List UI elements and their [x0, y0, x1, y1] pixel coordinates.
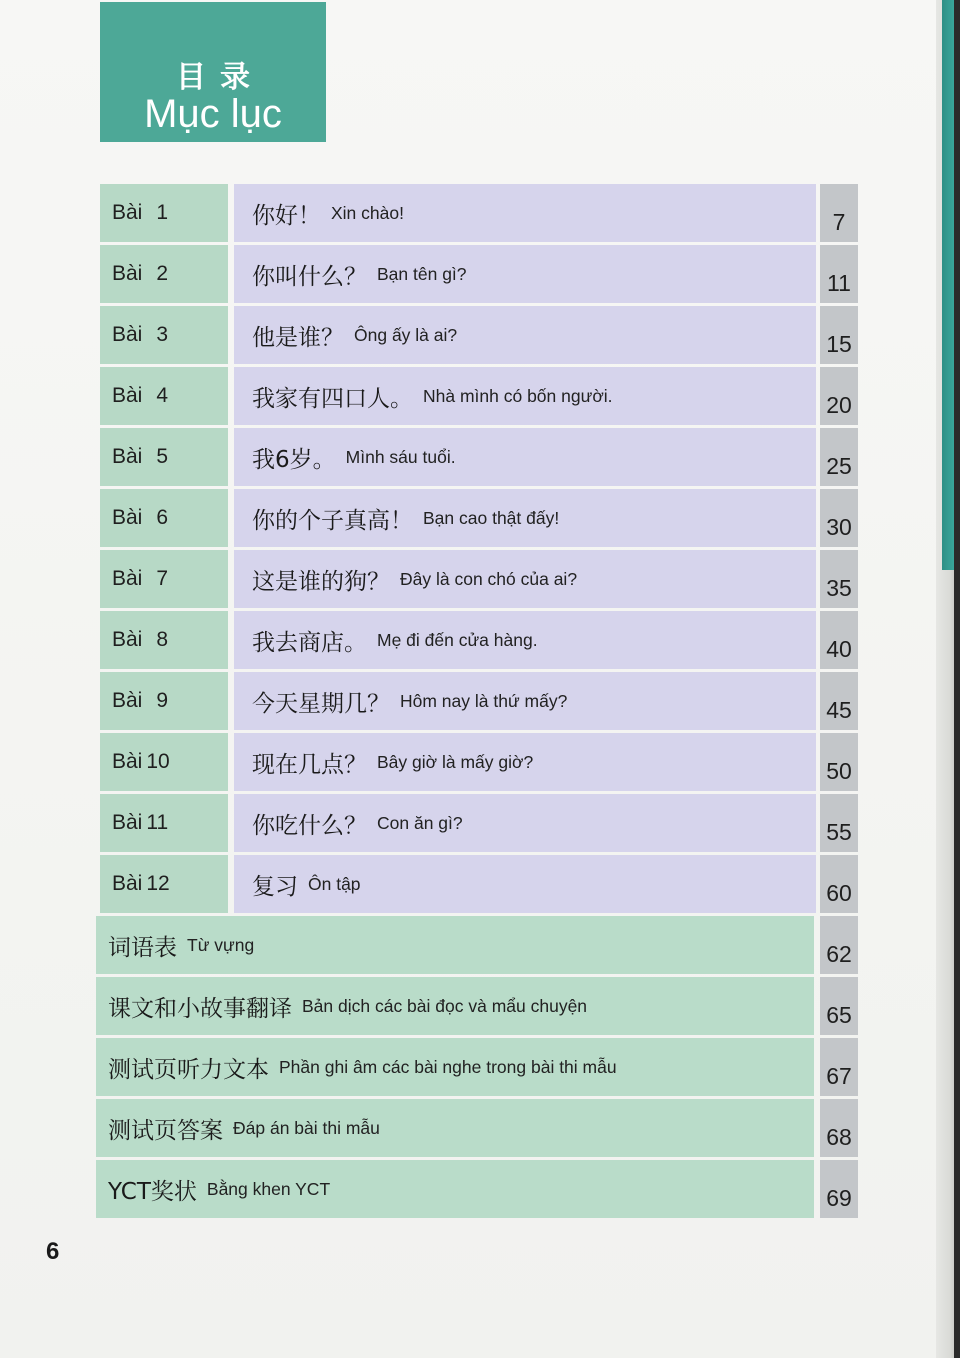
appendix-title: [96, 1099, 814, 1157]
toc-row-vocabulary[interactable]: [96, 916, 860, 974]
lesson-label: Bài 2: [100, 245, 228, 303]
appendix-page: 67: [820, 1038, 858, 1096]
lesson-page: 50: [820, 733, 858, 791]
lesson-title: [234, 428, 816, 486]
lesson-title-cn: 你叫什么？: [252, 263, 367, 290]
toc-row-lesson-7[interactable]: [96, 550, 860, 608]
lesson-number: 11: [146, 811, 169, 834]
lesson-title-cn: 他是谁？: [252, 324, 344, 351]
appendix-title-vn: Bản dịch các bài đọc và mẩu chuyện: [302, 995, 588, 1016]
lesson-title: [234, 367, 816, 425]
lesson-title-cn: 你吃什么？: [252, 812, 367, 839]
appendix-page: 65: [820, 977, 858, 1035]
lesson-title-vn: Xin chào!: [331, 202, 404, 223]
lesson-title-cn: 我6岁。: [252, 446, 336, 473]
lesson-number: 2: [156, 262, 169, 285]
lesson-page: 45: [820, 672, 858, 730]
lesson-title-vn: Ôn tập: [308, 873, 361, 894]
lesson-label: Bài 5: [100, 428, 228, 486]
toc-row-translations[interactable]: [96, 977, 860, 1035]
lesson-label: Bài 9: [100, 672, 228, 730]
appendix-title-vn: Phần ghi âm các bài nghe trong bài thi mẫu: [279, 1056, 617, 1077]
lesson-number: 8: [156, 628, 169, 651]
lesson-title-vn: Bây giờ là mấy giờ?: [377, 751, 534, 772]
appendix-title: [96, 916, 814, 974]
lesson-title-cn: 今天星期几？: [252, 690, 390, 717]
appendix-title-cn: 测试页答案: [108, 1117, 223, 1144]
toc-row-lesson-9[interactable]: [96, 672, 860, 730]
appendix-page: 69: [820, 1160, 858, 1218]
lesson-title: [234, 245, 816, 303]
appendix-page: 68: [820, 1099, 858, 1157]
lesson-label: Bài 7: [100, 550, 228, 608]
lesson-page: 60: [820, 855, 858, 913]
lesson-title: [234, 672, 816, 730]
appendix-title-vn: Từ vựng: [187, 934, 255, 955]
toc-row-lesson-3[interactable]: [96, 306, 860, 364]
toc-row-lesson-5[interactable]: [96, 428, 860, 486]
lesson-label: Bài 8: [100, 611, 228, 669]
appendix-title-vn: Đáp án bài thi mẫu: [233, 1117, 380, 1138]
lesson-page: 20: [820, 367, 858, 425]
lesson-title-vn: Con ăn gì?: [377, 812, 463, 833]
appendix-title-vn: Bằng khen YCT: [206, 1178, 331, 1199]
lesson-title-cn: 复习: [252, 873, 298, 900]
lesson-page: 11: [820, 245, 858, 303]
lesson-title-vn: Ông ấy là ai?: [354, 324, 458, 345]
lesson-title: [234, 489, 816, 547]
appendix-title-cn: 测试页听力文本: [108, 1056, 269, 1083]
lesson-title: [234, 611, 816, 669]
lesson-number: 7: [156, 567, 169, 590]
lesson-label: Bài 6: [100, 489, 228, 547]
lesson-number: 5: [156, 445, 169, 468]
lesson-title-cn: 我去商店。: [252, 629, 367, 656]
appendix-title: [96, 1160, 814, 1218]
lesson-page: 55: [820, 794, 858, 852]
lesson-number: 6: [156, 506, 169, 529]
toc-title-cn: 目录: [176, 60, 264, 95]
lesson-number: 1: [156, 201, 169, 224]
lesson-number: 3: [156, 323, 169, 346]
toc-row-lesson-8[interactable]: [96, 611, 860, 669]
lesson-title-cn: 现在几点？: [252, 751, 367, 778]
lesson-label: Bài 4: [100, 367, 228, 425]
lesson-number: 9: [156, 689, 169, 712]
appendix-title-cn: 课文和小故事翻译: [108, 995, 292, 1022]
lesson-page: 30: [820, 489, 858, 547]
toc-header: [100, 2, 326, 142]
toc-row-lesson-12[interactable]: [96, 855, 860, 913]
lesson-title-cn: 这是谁的狗？: [252, 568, 390, 595]
toc-row-lesson-10[interactable]: [96, 733, 860, 791]
toc-row-lesson-11[interactable]: [96, 794, 860, 852]
lesson-title-vn: Hôm nay là thứ mấy?: [400, 690, 568, 711]
toc-row-lesson-1[interactable]: [96, 184, 860, 242]
toc-row-lesson-6[interactable]: [96, 489, 860, 547]
lesson-number: 12: [146, 872, 170, 895]
page-number: 6: [46, 1238, 60, 1265]
lesson-title: [234, 733, 816, 791]
toc-row-answers[interactable]: [96, 1099, 860, 1157]
lesson-title-vn: Mình sáu tuổi.: [345, 446, 456, 467]
toc-row-lesson-2[interactable]: [96, 245, 860, 303]
lesson-title-vn: Mẹ đi đến cửa hàng.: [377, 629, 538, 650]
toc-row-lesson-4[interactable]: [96, 367, 860, 425]
lesson-title-vn: Bạn cao thật đấy!: [423, 507, 560, 528]
toc-row-listening-scripts[interactable]: [96, 1038, 860, 1096]
lesson-label: Bài 12: [100, 855, 228, 913]
appendix-title-cn: YCT奖状: [108, 1178, 197, 1205]
lesson-page: 7: [820, 184, 858, 242]
appendix-page: 62: [820, 916, 858, 974]
lesson-title-vn: Nhà mình có bốn người.: [423, 385, 613, 406]
lesson-title: [234, 550, 816, 608]
lesson-title-vn: Đây là con chó của ai?: [400, 568, 578, 589]
lesson-page: 35: [820, 550, 858, 608]
lesson-title: [234, 794, 816, 852]
toc-title-vn: Mục lục: [144, 92, 282, 136]
lesson-title-cn: 你的个子真高！: [252, 507, 413, 534]
lesson-title-cn: 我家有四口人。: [252, 385, 413, 412]
lesson-page: 40: [820, 611, 858, 669]
lesson-number: 10: [146, 750, 170, 773]
appendix-title-cn: 词语表: [108, 934, 177, 961]
lesson-title-vn: Bạn tên gì?: [377, 263, 467, 284]
toc-row-certificate[interactable]: [96, 1160, 860, 1218]
lesson-title: [234, 855, 816, 913]
lesson-title: [234, 306, 816, 364]
lesson-page: 25: [820, 428, 858, 486]
lesson-label: Bài 1: [100, 184, 228, 242]
lesson-label: Bài 3: [100, 306, 228, 364]
lesson-label: Bài 11: [100, 794, 228, 852]
appendix-title: [96, 977, 814, 1035]
lesson-title-cn: 你好！: [252, 202, 321, 229]
lesson-label: Bài 10: [100, 733, 228, 791]
dark-edge-shadow: [954, 0, 960, 1358]
lesson-title: [234, 184, 816, 242]
appendix-title: [96, 1038, 814, 1096]
teal-edge-stripe: [942, 0, 954, 570]
lesson-number: 4: [156, 384, 169, 407]
lesson-page: 15: [820, 306, 858, 364]
